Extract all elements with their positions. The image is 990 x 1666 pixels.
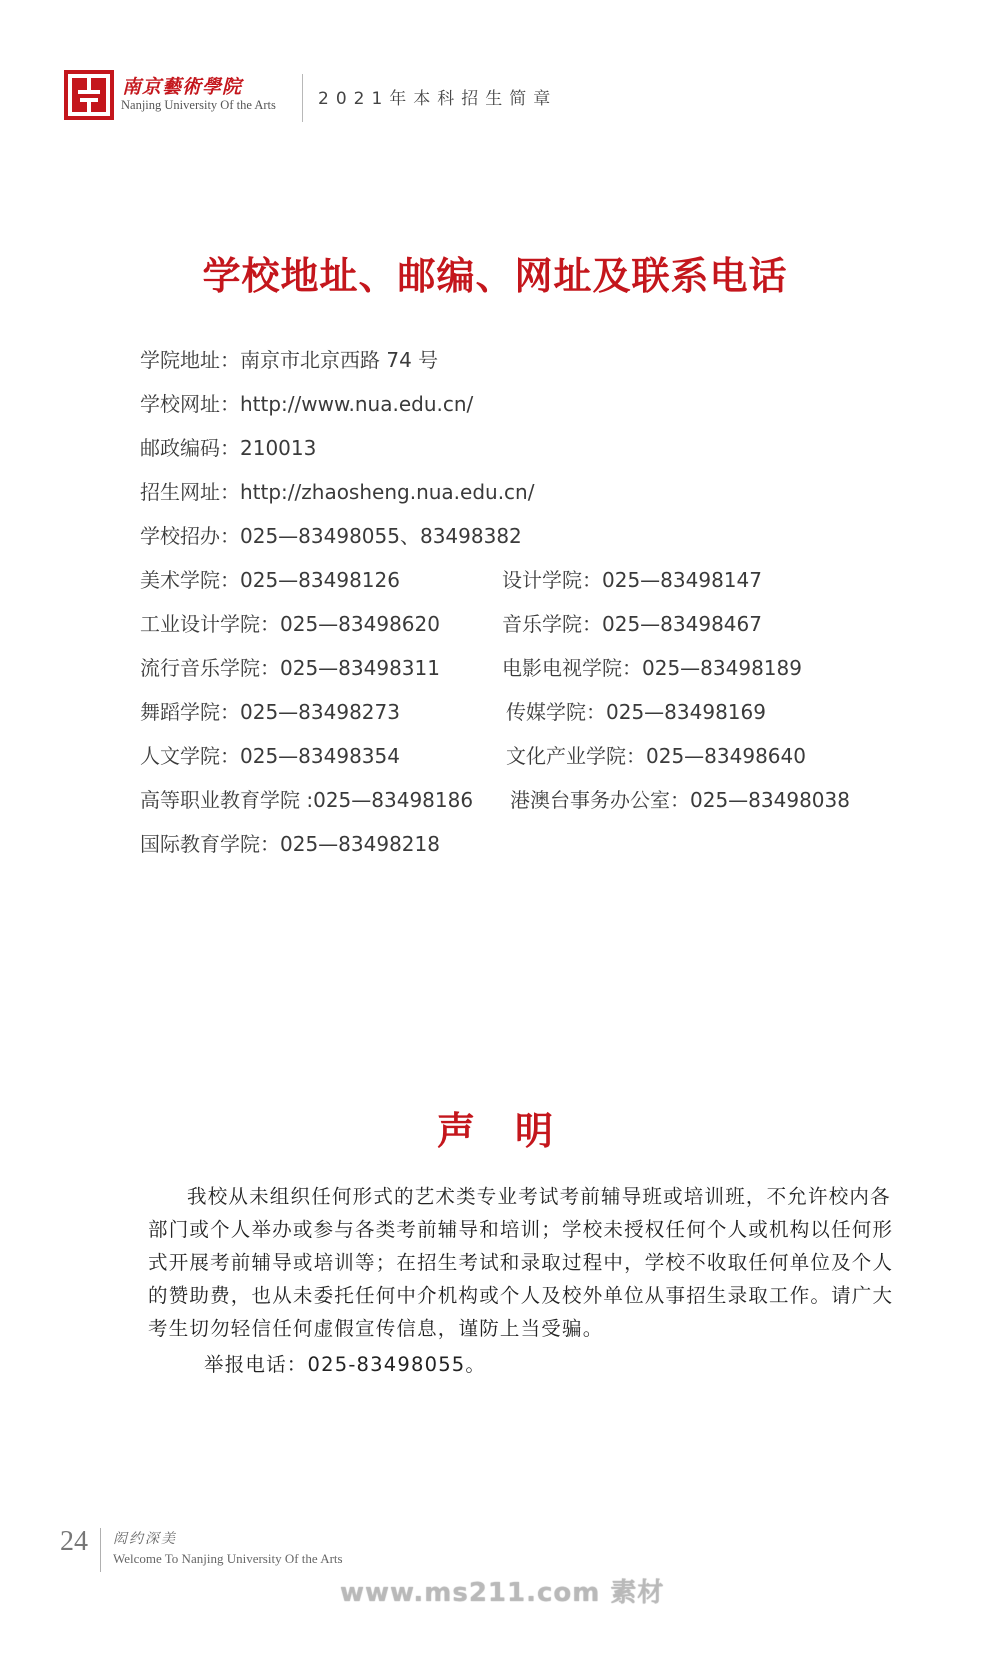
department-phone: 高等职业教育学院 :025—83498186: [140, 788, 474, 812]
department-phone: 美术学院：025—83498126: [140, 568, 400, 592]
department-phone: 流行音乐学院：025—83498311: [140, 656, 440, 680]
department-phone: 港澳台事务办公室：025—83498038: [510, 788, 850, 812]
department-phone: 音乐学院：025—83498467: [502, 612, 762, 636]
page-header: [0, 0, 990, 130]
address-line: 学院地址：南京市北京西路 74 号: [140, 348, 439, 372]
department-phone: 设计学院：025—83498147: [502, 568, 762, 592]
page-number: 24: [60, 1526, 88, 1557]
header-divider: [302, 74, 303, 122]
department-phone: 工业设计学院：025—83498620: [140, 612, 440, 636]
notice-body: [148, 1180, 898, 1345]
notice-title: 声明: [436, 1108, 593, 1153]
postcode-line: 邮政编码：210013: [140, 436, 317, 460]
footer-divider: [100, 1528, 101, 1572]
logo-english-name: Nanjing University Of the Arts: [121, 98, 276, 112]
department-phone: 电影电视学院：025—83498189: [502, 656, 802, 680]
page-title: 学校地址、邮编、网址及联系电话: [202, 253, 788, 298]
university-logo-icon: [64, 70, 114, 120]
watermark: www.ms211.com 素材: [340, 1578, 665, 1608]
logo-chinese-name: 南京藝術學院: [122, 76, 243, 98]
notice-paragraph: 我校从未组织任何形式的艺术类专业考试考前辅导班或培训班，不允许校内各部门或个人举办或参与各类考前辅导和培训；学校未授权任何个人或机构以任何形式开展考前辅导或培训等；在招生考试和录取过程中，学校不收取任何单位及个人的赞助费，也从未委托任何中介机构或个人及校外单位从事招生录取工作。请广大考生切勿轻信任何虚假宣传信息，谨防上当受骗。: [148, 1185, 894, 1340]
admission-office-line: 学校招办：025—83498055、83498382: [140, 524, 522, 548]
department-phone: 文化产业学院：025—83498640: [506, 744, 806, 768]
department-phone: 舞蹈学院：025—83498273: [140, 700, 400, 724]
footer-slogan-en: Welcome To Nanjing University Of the Arts: [113, 1551, 343, 1566]
department-phone: 国际教育学院：025—83498218: [140, 832, 440, 856]
website-line: 学校网址：http://www.nua.edu.cn/: [140, 392, 474, 416]
department-phone: 传媒学院：025—83498169: [506, 700, 766, 724]
footer-slogan-cn: 闳约深美: [113, 1531, 177, 1547]
admission-site-line: 招生网址：http://zhaosheng.nua.edu.cn/: [140, 480, 535, 504]
department-phone: 人文学院：025—83498354: [140, 744, 400, 768]
report-phone: 举报电话：025-83498055。: [204, 1353, 487, 1376]
brochure-title: 2021年本科招生简章: [318, 89, 558, 109]
